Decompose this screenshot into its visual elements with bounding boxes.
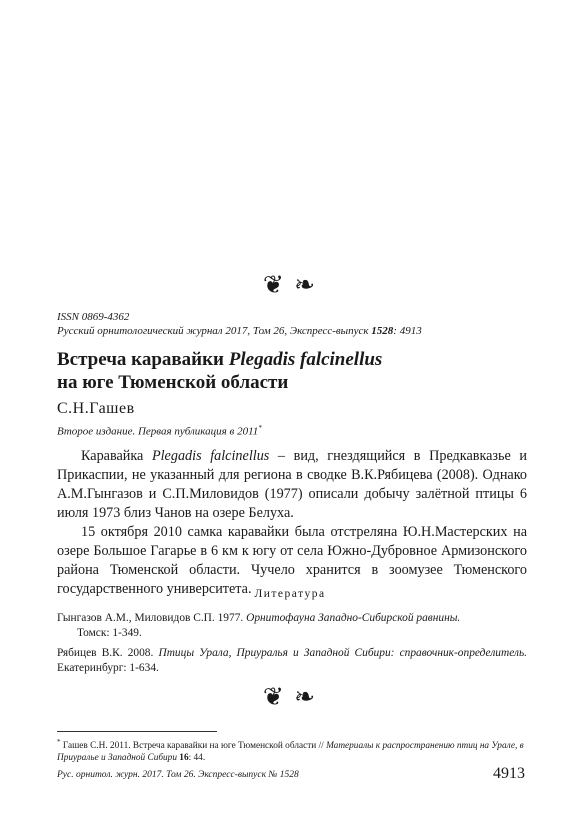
title-line1: Встреча каравайки [57, 349, 229, 370]
running-footer: Рус. орнитол. журн. 2017. Том 26. Экспресс-выпуск № 1528 [57, 770, 299, 780]
issue-number: 1528 [371, 325, 394, 337]
footnote-rule [57, 731, 217, 732]
footnote-citation: Гашев С.Н. 2011. Встреча каравайки на юге Тюменской области // [60, 741, 327, 752]
literature-heading: Литература [254, 588, 326, 600]
reference-1 [57, 611, 527, 641]
footnote-marker: * [258, 424, 262, 432]
ref2-publisher: Екатеринбург: 1-634. [57, 662, 159, 674]
bottom-ornament: ❦ ❧ [262, 684, 318, 711]
journal-pages: : 4913 [393, 325, 422, 337]
ref1-authors: Гынгазов А.М., Миловидов С.П. 1977. [57, 612, 247, 624]
footnote-source: Материалы к распространению птиц на Урале, в Приуралье и Западной Сибири [57, 741, 524, 764]
ref2-title: Птицы Урала, Приуралья и Западной Сибири: справочник-определитель. [158, 647, 527, 659]
article-title [57, 348, 527, 394]
footnote-pages: : 44. [188, 753, 206, 764]
top-ornament: ❦ ❧ [262, 272, 318, 299]
journal-header [57, 310, 527, 338]
reference-2 [57, 646, 527, 676]
references [57, 611, 527, 681]
p1-end: – вид, гнездящийся в Предкавказье и Прикаспии, не указанный для региона в сводке В.К.Рябицева (2008). Однако А.М.Гынгазов и С.П.Миловидов (1977) описали добычу залётной птицы 6 июля 1973 близ Чанов на озере Белуха. [57, 448, 527, 521]
edition-text: Второе издание. Первая публикация в 2011 [57, 425, 259, 438]
p1-start: Каравайка [81, 448, 152, 464]
title-line2: на юге Тюменской области [57, 372, 289, 393]
author: С.Н.Гашев [57, 400, 135, 417]
edition-note [57, 424, 262, 438]
title-species: Plegadis falcinellus [228, 349, 383, 370]
ref1-title: Орнитофауна Западно-Сибирской равнины. [246, 612, 461, 624]
footnote-volume: 16 [176, 753, 189, 764]
paragraph-2: 15 октября 2010 самка каравайки была отстреляна Ю.Н.Мастерских на озере Большое Гагарье в 6 км к югу от села Южно-Дубровное Армизонского района Тюменской области. Чучело хранится в зоомузее Тюменского государственного университета. [57, 524, 527, 597]
ref1-publisher: Томск: 1-349. [77, 627, 142, 639]
issn: ISSN 0869-4362 [57, 311, 130, 323]
ref2-authors: Рябицев В.К. 2008. [57, 647, 159, 659]
p1-species: Plegadis falcinellus [151, 448, 270, 464]
footnote [57, 736, 527, 764]
journal-citation [57, 324, 527, 338]
footnote-mark: * [57, 738, 61, 746]
paragraph-1 [57, 447, 527, 523]
page-number: 4913 [493, 765, 525, 782]
journal-name: Русский орнитологический журнал 2017, Том 26, Экспресс-выпуск [57, 325, 372, 337]
article-body [57, 447, 527, 599]
